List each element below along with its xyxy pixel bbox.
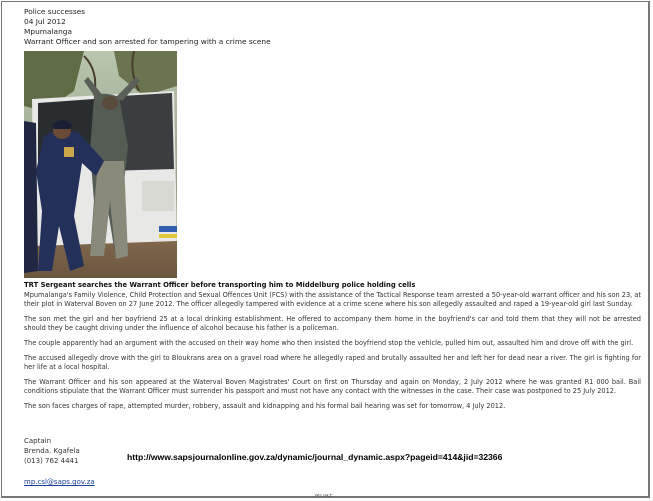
article-date: 04 Jul 2012 [24, 17, 66, 26]
province-label: Mpumalanga [24, 27, 72, 36]
article-paragraph: The Warrant Officer and his son appeared at the Waterval Boven Magistrates' Court on first on Thursday and again on Monday, 2 July 2012 where he was granted R1 000 bail. Bail conditions stipulate that the Warrant Officer must surrender his passport and must not have any contact with the witnesses in the case. Their case was postponed to 25 July 2012. [24, 378, 641, 395]
article-paragraph: Mpumalanga's Family Violence, Child Protection and Sexual Offences Unit (FCS) with the assistance of the Tactical Response team arrested a 50-year-old warrant officer and his son 23, at their plot in Waterval Boven on 27 June 2012. The officer allegedly tampered with evidence at a crime scene where his son allegedly assaulted and raped a 19-year-old girl last Sunday. [24, 291, 641, 308]
category-label: Police successes [24, 7, 86, 16]
photo-caption: TRT Sergeant searches the Warrant Officer before transporting him to Middelburg police holding cells [24, 281, 416, 289]
article-paragraph: The son faces charges of rape, attempted murder, robbery, assault and kidnapping and his formal bail hearing was set for tomorrow, 4 July 2012. [24, 402, 506, 410]
article-paragraph: The accused allegedly drove with the girl to Bloukrans area on a gravel road where he allegedly raped and brutally assaulted her and left her for dead near a river. The girl is fighting for her life at a local hospital. [24, 354, 641, 371]
signature-name: Brenda. Kgafela [24, 447, 80, 455]
source-url: http://www.sapsjournalonline.gov.za/dynamic/journal_dynamic.aspx?pageid=414&jid=32366 [127, 452, 503, 462]
article-photo [24, 51, 177, 278]
more-link[interactable]: MORE [315, 494, 334, 499]
article-paragraph: The son met the girl and her boyfriend 25 at a local drinking establishment. He offered to accompany them home in the boyfriend's car and told them that they will not be arrested should they be caught driving under the influence of alcohol because his father is a policeman. [24, 315, 641, 332]
signature-phone: (013) 762 4441 [24, 457, 79, 465]
article-paragraph: The couple apparently had an argument with the accused on their way home who then insisted the boyfriend stop the vehicle, pulled him out, assaulted him and drove off with the girl. [24, 339, 634, 347]
signature-rank: Captain [24, 437, 52, 445]
article-headline: Warrant Officer and son arrested for tampering with a crime scene [24, 37, 271, 46]
article-body [24, 291, 641, 417]
contact-email-link[interactable]: mp.csl@saps.gov.za [24, 478, 95, 486]
